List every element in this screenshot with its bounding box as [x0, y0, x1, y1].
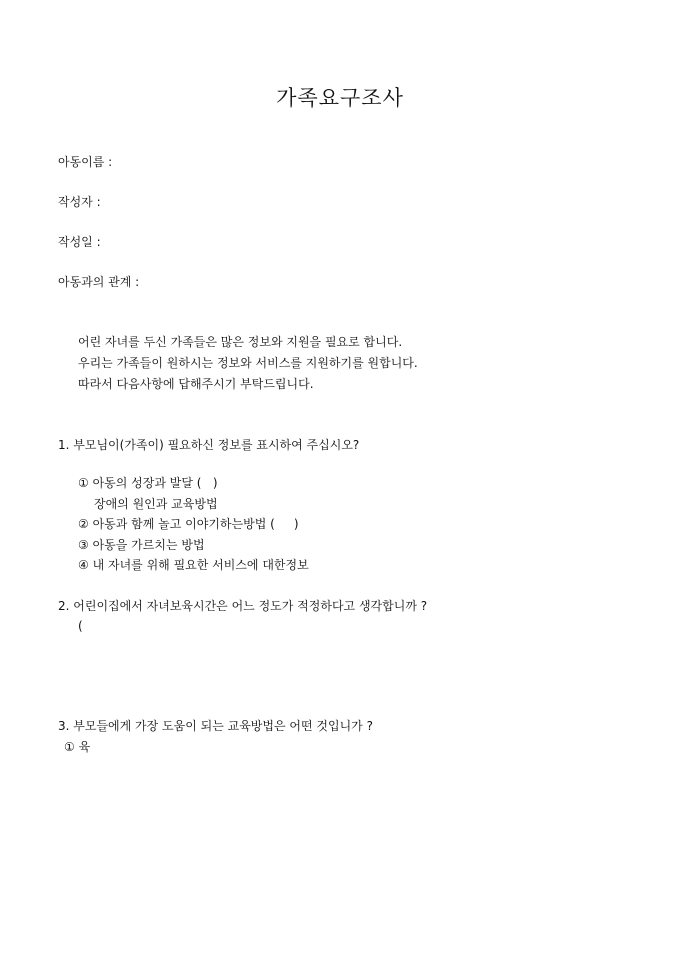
- writer-field: 작성자 :: [58, 195, 101, 209]
- question-3: 3. 부모들에게 가장 도움이 되는 교육방법은 어떤 것입니가 ?: [58, 719, 373, 733]
- q1-option: 장애의 원인과 교육방법: [94, 497, 218, 511]
- q1-option: ③ 아동을 가르치는 방법: [78, 538, 205, 552]
- page-title: 가족요구조사: [276, 86, 404, 110]
- intro-line: 어린 자녀를 두신 가족들은 많은 정보와 지원을 필요로 합니다.: [78, 335, 403, 349]
- intro-line: 따라서 다음사항에 답해주시기 부탁드립니다.: [78, 377, 314, 391]
- relation-field: 아동과의 관계 :: [58, 275, 140, 289]
- intro-line: 우리는 가족들이 원하시는 정보와 서비스를 지원하기를 원합니다.: [78, 356, 418, 370]
- q1-option: ④ 내 자녀를 위해 필요한 서비스에 대한정보: [78, 558, 309, 572]
- q2-answer: (: [78, 619, 83, 633]
- q1-option: ① 아동의 성장과 발달 ( ): [78, 476, 218, 490]
- question-1: 1. 부모님이(가족이) 필요하신 정보를 표시하여 주십시오?: [58, 438, 360, 452]
- question-2: 2. 어린이집에서 자녀보육시간은 어느 정도가 적정하다고 생각합니까 ?: [58, 599, 428, 613]
- q1-option: ② 아동과 함께 놀고 이야기하는방법 ( ): [78, 517, 299, 531]
- date-field: 작성일 :: [58, 235, 101, 249]
- q3-answer: ① 육: [64, 740, 91, 754]
- child-name-field: 아동이름 :: [58, 155, 113, 169]
